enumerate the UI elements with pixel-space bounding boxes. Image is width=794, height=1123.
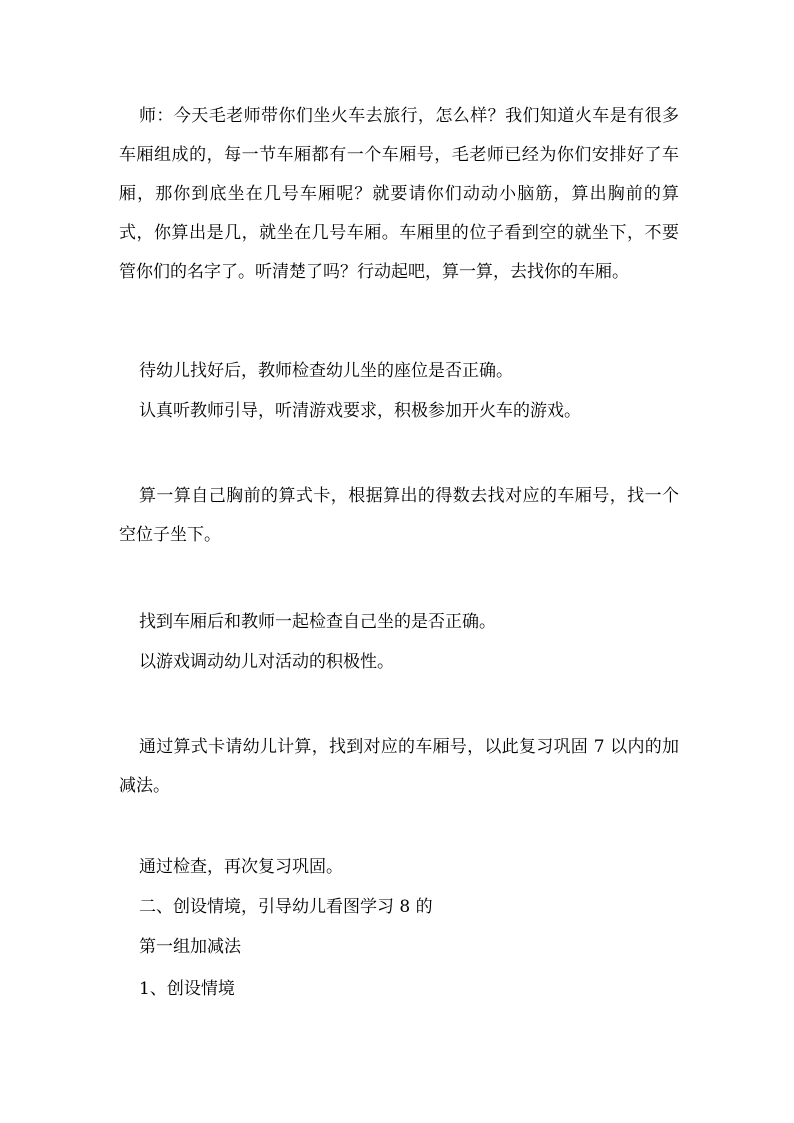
section-heading-group-one: 第一组加减法	[139, 937, 241, 957]
paragraph-check-together: 找到车厢后和教师一起检查自己坐的是否正确。	[139, 612, 496, 632]
paragraph-teacher-intro: 师：今天毛老师带你们坐火车去旅行，怎么样？我们知道火车是有很多车厢组成的，每一节车厢都有一个车厢号，毛老师已经为你们安排好了车厢，那你到底坐在几号车厢呢？就要请你们动动小脑筋，算出胸前的算式，你算出是几，就坐在几号车厢。车厢里的位子看到空的就坐下，不要管你们的名字了。听清楚了吗？行动起吧，算一算，去找你的车厢。	[119, 106, 679, 282]
paragraph-review-again: 通过检查，再次复习巩固。	[139, 857, 343, 877]
section-heading-two: 二、创设情境，引导幼儿看图学习 8 的	[139, 897, 433, 917]
paragraph-teacher-check: 待幼儿找好后，教师检查幼儿坐的座位是否正确。	[139, 361, 513, 381]
paragraph-game-motivation: 以游戏调动幼儿对活动的积极性。	[139, 652, 394, 672]
paragraph-review-purpose: 通过算式卡请幼儿计算，找到对应的车厢号，以此复习巩固 7 以内的加减法。	[119, 737, 679, 796]
paragraph-listen-instructions: 认真听教师引导，听清游戏要求，积极参加开火车的游戏。	[139, 401, 581, 421]
paragraph-calculate-card: 算一算自己胸前的算式卡，根据算出的得数去找对应的车厢号，找一个空位子坐下。	[119, 486, 679, 545]
subsection-heading-create-scene: 1、创设情境	[139, 979, 235, 999]
